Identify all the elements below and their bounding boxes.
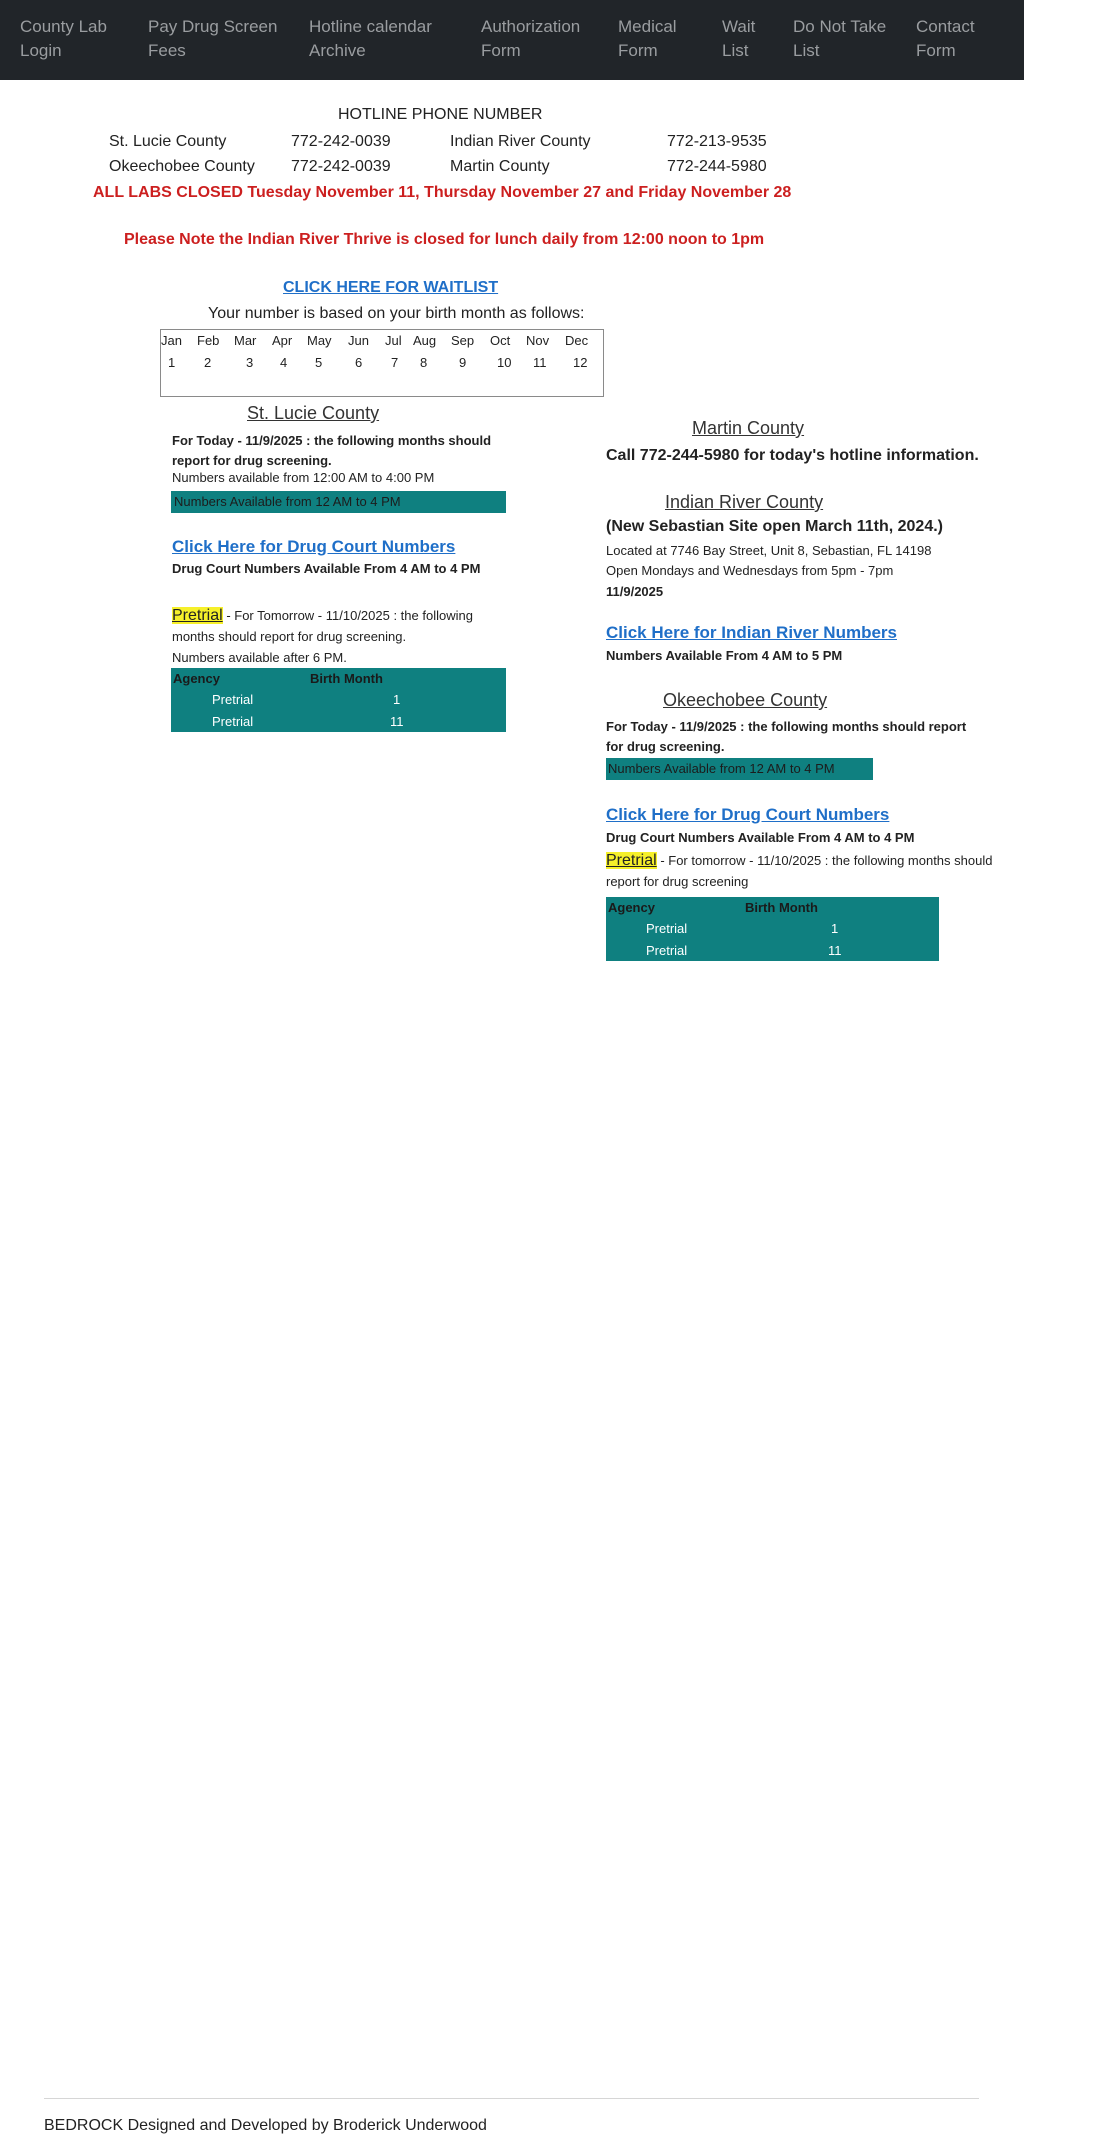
month-number: 4 [280,355,288,370]
nav-label-line: County Lab [20,17,107,36]
month-number: 9 [459,355,467,370]
agency-cell: Pretrial [646,942,688,958]
hotline-county: Okeechobee County [109,158,255,175]
text-line: report for drug screening. [172,453,332,468]
birth-month-table [160,329,604,397]
table-header-row [171,668,506,688]
nav-label-line: Wait [722,17,756,36]
month-label: Jan [161,333,182,348]
indian-river-open-hours: Open Mondays and Wednesdays from 5pm - 7pm [606,563,894,578]
pretrial-highlight: Pretrial [606,852,657,869]
footer-divider [44,2098,979,2099]
st-lucie-heading: St. Lucie County [247,403,380,423]
nav-label-line: Medical [618,17,677,36]
nav-contact-form[interactable] [916,15,975,63]
labs-closed-notice: ALL LABS CLOSED Tuesday November 11, Thursday November 27 and Friday November 28 [93,184,792,201]
lunch-closure-notice: Please Note the Indian River Thrive is closed for lunch daily from 12:00 noon to 1pm [124,231,765,248]
month-number: 7 [391,355,399,370]
okeechobee-drug-court-text: Drug Court Numbers Available From 4 AM to 4 PM [606,830,915,845]
month-label: Feb [197,333,220,348]
hotline-phone: 772-242-0039 [291,158,391,175]
st-lucie-drug-court-link[interactable]: Click Here for Drug Court Numbers [172,537,456,556]
nav-pay-drug-screen-fees[interactable] [148,15,277,63]
nav-label-line: List [793,41,820,60]
month-label: Mar [234,333,257,348]
table-row [171,688,506,710]
nav-label-line: Authorization [481,17,581,36]
martin-call-text: Call 772-244-5980 for today's hotline information. [606,447,979,464]
text-line: Numbers available after 6 PM. [172,650,347,665]
agency-cell: Pretrial [212,691,254,707]
martin-heading: Martin County [692,418,805,438]
okeechobee-today-text [606,717,966,757]
text-line: - For tomorrow - 11/10/2025 : the following months should [660,853,993,868]
nav-label-line: Hotline calendar [309,17,432,36]
hotline-title: HOTLINE PHONE NUMBER [338,106,543,123]
pretrial-highlight: Pretrial [172,607,223,624]
month-number: 10 [497,355,512,370]
indian-river-availability: Numbers Available From 4 AM to 5 PM [606,648,843,663]
month-label: Oct [490,333,511,348]
nav-label-line: Archive [309,41,366,60]
month-number: 6 [355,355,363,370]
agency-cell: Pretrial [646,920,688,936]
okeechobee-availability-bar: Numbers Available from 12 AM to 4 PM [606,758,873,780]
month-label: Sep [451,333,475,348]
waitlist-link[interactable]: CLICK HERE FOR WAITLIST [283,279,499,296]
nav-label-line: Form [481,41,521,60]
month-label: May [307,333,332,348]
hotline-county: St. Lucie County [109,133,227,150]
okeechobee-heading: Okeechobee County [663,690,828,710]
st-lucie-drug-court-text: Drug Court Numbers Available From 4 AM to 4 PM [172,561,481,576]
hotline-county: Martin County [450,158,550,175]
month-number: 2 [204,355,212,370]
indian-river-date: 11/9/2025 [606,584,664,599]
nav-do-not-take-list[interactable] [793,15,886,63]
month-label: Apr [272,333,293,348]
indian-river-heading: Indian River County [665,492,824,512]
okeechobee-pretrial-text [606,850,992,892]
col-agency: Agency [173,670,220,686]
nav-label-line: Form [916,41,956,60]
month-label: Dec [565,333,589,348]
nav-medical-form[interactable] [618,15,677,63]
birth-month-cell: 1 [831,920,839,936]
hotline-county: Indian River County [450,133,591,150]
text-line: report for drug screening [606,874,749,889]
text-line: - For Tomorrow - 11/10/2025 : the following [226,608,473,623]
hotline-phone: 772-213-9535 [667,133,767,150]
text-line: for drug screening. [606,739,725,754]
nav-label-line: Fees [148,41,186,60]
month-number: 11 [533,355,547,370]
nav-authorization-form[interactable] [481,15,580,63]
nav-label-line: List [722,41,749,60]
month-label: Aug [413,333,437,348]
nav-label-line: Login [20,41,62,60]
indian-river-numbers-link[interactable]: Click Here for Indian River Numbers [606,623,897,642]
text-line: months should report for drug screening. [172,629,407,644]
nav-hotline-calendar-archive[interactable] [309,15,432,63]
month-number: 12 [573,355,588,370]
month-label: Nov [526,333,550,348]
text-line: For Today - 11/9/2025 : the following months should report [606,719,967,734]
nav-label-line: Do Not Take [793,17,887,36]
col-birth-month: Birth Month [310,670,383,686]
month-number: 5 [315,355,323,370]
col-birth-month: Birth Month [745,899,818,915]
st-lucie-pretrial-table [171,668,506,732]
month-label: Jul [385,333,402,348]
birth-month-cell: 1 [393,691,401,707]
hotline-phone: 772-244-5980 [667,158,767,175]
nav-label-line: Contact [916,17,975,36]
table-row [171,710,506,732]
nav-label-line: Pay Drug Screen [148,17,278,36]
top-navbar [0,0,1024,80]
table-row [606,939,939,961]
indian-river-address: Located at 7746 Bay Street, Unit 8, Sebastian, FL 14198 [606,543,932,558]
st-lucie-hours: Numbers available from 12:00 AM to 4:00 PM [172,470,435,485]
indian-river-site-text: (New Sebastian Site open March 11th, 2024.) [606,518,943,535]
month-label: Jun [348,333,369,348]
st-lucie-availability-bar: Numbers Available from 12 AM to 4 PM [171,491,506,513]
waitlist-instruction: Your number is based on your birth month as follows: [208,305,585,322]
text-line: For Today - 11/9/2025 : the following months should [172,433,492,448]
table-row [606,917,939,939]
nav-county-lab-login[interactable] [20,15,107,63]
month-number: 3 [246,355,254,370]
okeechobee-drug-court-link[interactable]: Click Here for Drug Court Numbers [606,805,890,824]
nav-wait-list[interactable] [722,15,755,63]
month-number: 8 [420,355,428,370]
okeechobee-pretrial-table [606,897,939,961]
hotline-phone: 772-242-0039 [291,133,391,150]
month-number: 1 [168,355,176,370]
agency-cell: Pretrial [212,713,254,729]
birth-month-cell: 11 [390,713,404,729]
table-header-row [606,897,939,917]
nav-label-line: Form [618,41,658,60]
birth-month-cell: 11 [828,942,842,958]
st-lucie-pretrial-text [172,605,473,668]
col-agency: Agency [608,899,655,915]
footer-credit: BEDROCK Designed and Developed by Broderick Underwood [44,2117,487,2134]
st-lucie-today-text [172,431,491,471]
